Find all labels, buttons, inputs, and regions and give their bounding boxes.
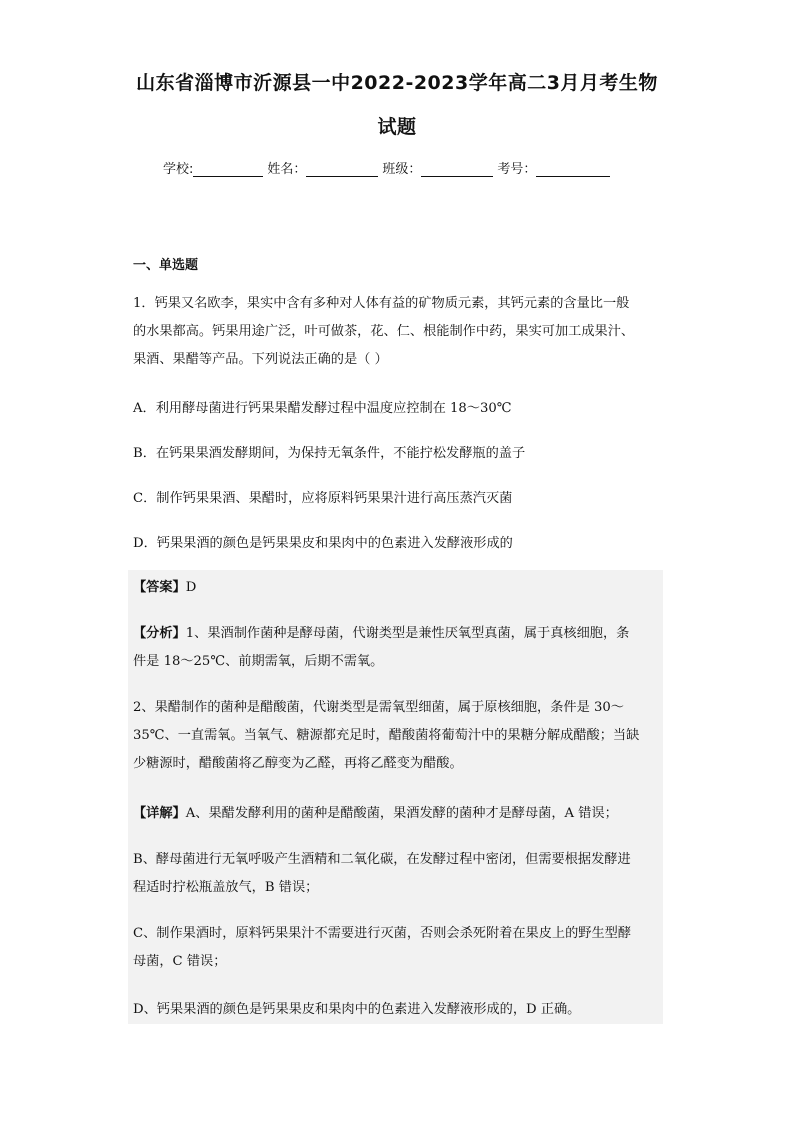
detail-line: C、制作果酒时，原料钙果果汁不需要进行灭菌，否则会杀死附着在果皮上的野生型酵	[133, 926, 632, 941]
detail-a	[133, 800, 673, 828]
detail-a-text: A、果醋发酵利用的菌种是醋酸菌，果酒发酵的菌种才是酵母菌，A 错误；	[185, 806, 618, 821]
detail-c	[133, 920, 673, 976]
school-blank[interactable]	[193, 162, 263, 177]
detail-d: D、钙果果酒的颜色是钙果果皮和果肉中的色素进入发酵液形成的，D 正确。	[133, 1002, 581, 1017]
analysis-paragraph-1	[133, 620, 673, 676]
exam-number-blank[interactable]	[536, 162, 610, 177]
stem-line: 的水果都高。钙果用途广泛，叶可做茶，花、仁、根能制作中药，果实可加工成果汁、	[133, 324, 635, 339]
answer-line	[133, 574, 673, 602]
answer-tag: 【答案】	[133, 580, 186, 595]
detail-line: 程适时拧松瓶盖放气，B 错误；	[133, 880, 319, 895]
student-info-row	[163, 158, 614, 177]
analysis-paragraph-2	[133, 694, 673, 778]
option-c: C．制作钙果果酒、果醋时，应将原料钙果果汁进行高压蒸汽灭菌	[133, 491, 513, 506]
analysis-line: 1、果酒制作菌种是酵母菌，代谢类型是兼性厌氧型真菌，属于真核细胞，条	[185, 626, 630, 641]
option-b: B．在钙果果酒发酵期间，为保持无氧条件，不能拧松发酵瓶的盖子	[133, 446, 526, 461]
analysis-line: 35℃、一直需氧。当氧气、糖源都充足时，醋酸菌将葡萄汁中的果糖分解成醋酸；当缺	[133, 728, 640, 743]
class-label: 班级：	[382, 162, 422, 177]
detail-tag: 【详解】	[133, 806, 186, 821]
name-label: 姓名：	[267, 162, 307, 177]
analysis-tag: 【分析】	[133, 626, 186, 641]
stem-line: 1．钙果又名欧李，果实中含有多种对人体有益的矿物质元素，其钙元素的含量比一般	[133, 296, 630, 311]
answer-value: D	[185, 580, 197, 595]
option-d: D．钙果果酒的颜色是钙果果皮和果肉中的色素进入发酵液形成的	[133, 536, 513, 551]
exam-title-line2: 试题	[377, 116, 417, 138]
stem-line: 果酒、果醋等产品。下列说法正确的是（ ）	[133, 352, 388, 367]
exam-title-line1: 山东省淄博市沂源县一中2022-2023学年高二3月月考生物	[136, 72, 658, 94]
question-stem	[133, 290, 673, 374]
detail-line: 母菌，C 错误；	[133, 954, 227, 969]
analysis-line: 2、果醋制作的菌种是醋酸菌，代谢类型是需氧型细菌，属于原核细胞，条件是 30～	[133, 700, 624, 715]
name-blank[interactable]	[306, 162, 378, 177]
detail-line: B、酵母菌进行无氧呼吸产生酒精和二氧化碳，在发酵过程中密闭，但需要根据发酵进	[133, 852, 631, 867]
school-label: 学校:	[163, 162, 194, 177]
exam-number-label: 考号：	[497, 162, 537, 177]
option-a: A．利用酵母菌进行钙果果醋发酵过程中温度应控制在 18～30℃	[133, 401, 512, 416]
section-title: 一、单选题	[133, 258, 199, 273]
analysis-line: 少糖源时，醋酸菌将乙醇变为乙醛，再将乙醛变为醋酸。	[133, 756, 463, 771]
analysis-line: 件是 18～25℃、前期需氧，后期不需氧。	[133, 654, 384, 669]
class-blank[interactable]	[421, 162, 493, 177]
detail-b	[133, 846, 673, 902]
